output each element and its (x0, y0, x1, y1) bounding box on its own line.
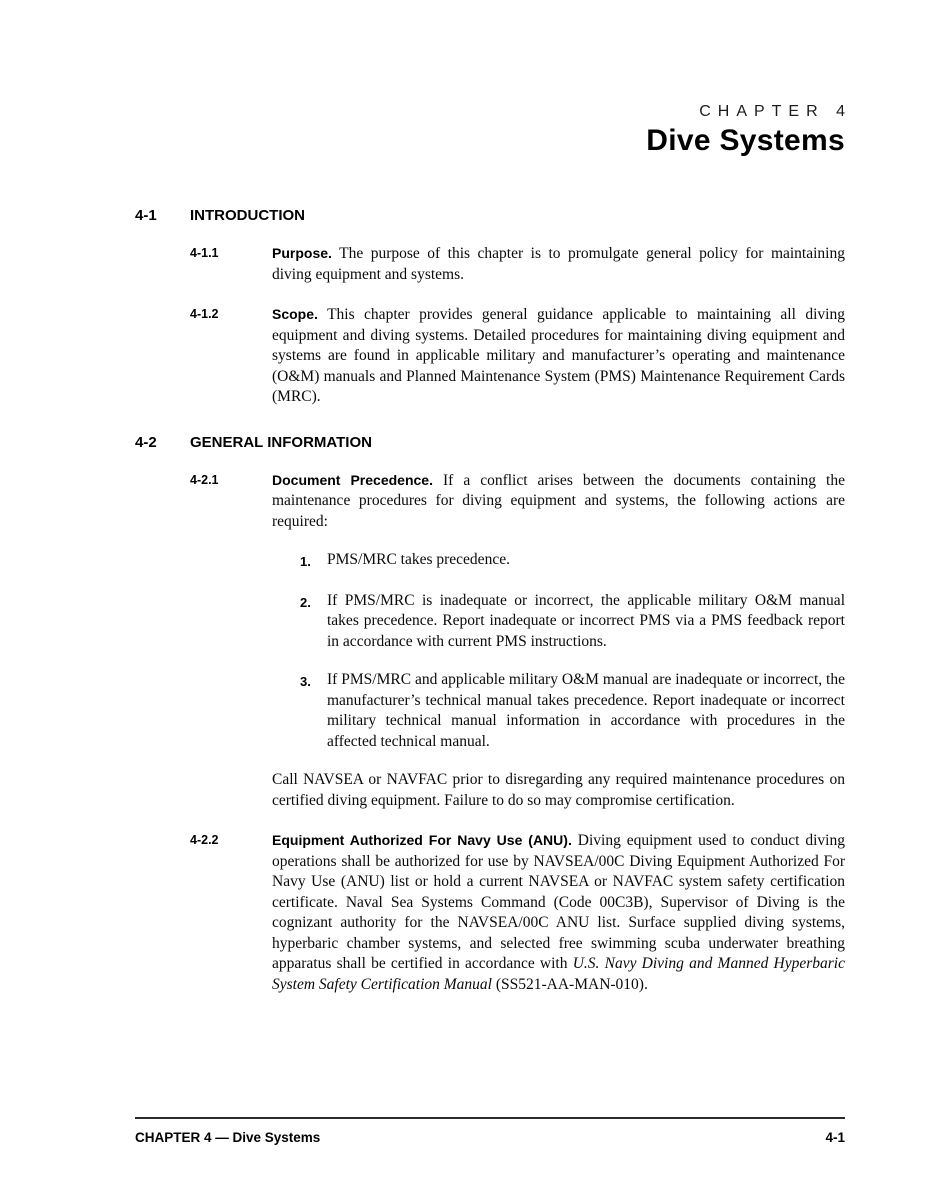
publication-number: (SS521-AA-MAN-010). (495, 975, 648, 993)
list-item (300, 591, 845, 653)
paragraph-number: 4-2.1 (190, 472, 219, 487)
paragraph-text (272, 470, 845, 533)
section-introduction (135, 207, 845, 408)
list-item (300, 670, 845, 752)
paragraph-body (272, 470, 845, 812)
paragraph-4-1-2 (190, 304, 845, 408)
section-heading (135, 207, 845, 224)
paragraph-number: 4-1.1 (190, 246, 219, 260)
list-item-text: If PMS/MRC and applicable military O&M manual are inadequate or incorrect, the manufacturer’s technical manual takes precedence. Report inadequate or incorrect military technical manual information in accordance with procedures in the affected technical manual. (327, 671, 845, 750)
paragraph-4-2-2 (190, 830, 845, 995)
paragraph-text (272, 243, 845, 285)
chapter-label: CHAPTER 4 (699, 103, 852, 120)
paragraph-text (272, 830, 845, 995)
list-item-text: If PMS/MRC is inadequate or incorrect, the applicable military O&M manual takes precedence. Report inadequate or incorrect PMS via a PMS feedback report in accordance with current PMS instructions. (327, 591, 845, 650)
section-heading (135, 434, 845, 451)
paragraph-body (272, 304, 845, 408)
list-item-number: 1. (300, 554, 311, 569)
paragraph-body (272, 243, 845, 285)
page-footer (135, 1117, 845, 1145)
paragraph-lead: Document Precedence. (272, 471, 433, 488)
chapter-title: Dive Systems (646, 124, 845, 157)
paragraph-4-2-1 (190, 470, 845, 812)
section-title: GENERAL INFORMATION (190, 433, 372, 451)
section-number: 4-2 (135, 433, 157, 451)
paragraph-lead: Scope. (272, 306, 318, 322)
paragraph-body (272, 830, 845, 995)
list-item-number: 3. (300, 674, 311, 689)
paragraph-copy: Diving equipment used to conduct diving operations shall be authorized for use by NAVSEA/00C Diving Equipment Authorized For Navy Use (ANU) list or hold a current NAVSEA or NAVFAC system safety certification certificate. Naval Sea Systems Command (Code 00C3B), Supervisor of Diving is the cognizant authority for the NAVSEA/00C ANU list. Surface supplied diving systems, hyperbaric chamber systems, and selected free swimming scuba underwater breathing apparatus shall be certified in accordance with (272, 832, 845, 972)
footer-page-number: 4-1 (825, 1130, 845, 1145)
chapter-header (135, 0, 852, 158)
paragraph-copy: The purpose of this chapter is to promulgate general policy for maintaining diving equipment and systems. (272, 245, 845, 283)
paragraph-number: 4-2.2 (190, 833, 219, 847)
list-item-text: PMS/MRC takes precedence. (327, 551, 510, 568)
paragraph-text (272, 304, 845, 408)
paragraph-4-1-1 (190, 243, 845, 285)
list-item-number: 2. (300, 594, 311, 610)
paragraph-lead: Purpose. (272, 245, 332, 261)
paragraph-copy: If a conflict arises between the documents containing the maintenance procedures for diving equipment and systems, the following actions are required: (272, 471, 845, 530)
section-number: 4-1 (135, 207, 157, 224)
section-title: INTRODUCTION (190, 207, 305, 224)
list-item (300, 550, 845, 573)
paragraph-number: 4-1.2 (190, 307, 219, 321)
paragraph-lead: Equipment Authorized For Navy Use (ANU). (272, 832, 572, 848)
paragraph-continuation: Call NAVSEA or NAVFAC prior to disregarding any required maintenance procedures on certified diving equipment. Failure to do so may compromise certification. (272, 771, 845, 809)
paragraph-copy: This chapter provides general guidance applicable to maintaining all diving equipment and diving systems. Detailed procedures for maintaining diving equipment and systems are found in applicable military and manufacturer’s operating and maintenance (O&M) manuals and Planned Maintenance System (PMS) Maintenance Requirement Cards (MRC). (272, 306, 845, 405)
footer-chapter-label: CHAPTER 4 — Dive Systems (135, 1130, 321, 1145)
publication-title: U.S. Navy Diving and Manned Hyperbaric System Safety Certification Manual (272, 955, 845, 993)
section-general-information (135, 434, 845, 996)
